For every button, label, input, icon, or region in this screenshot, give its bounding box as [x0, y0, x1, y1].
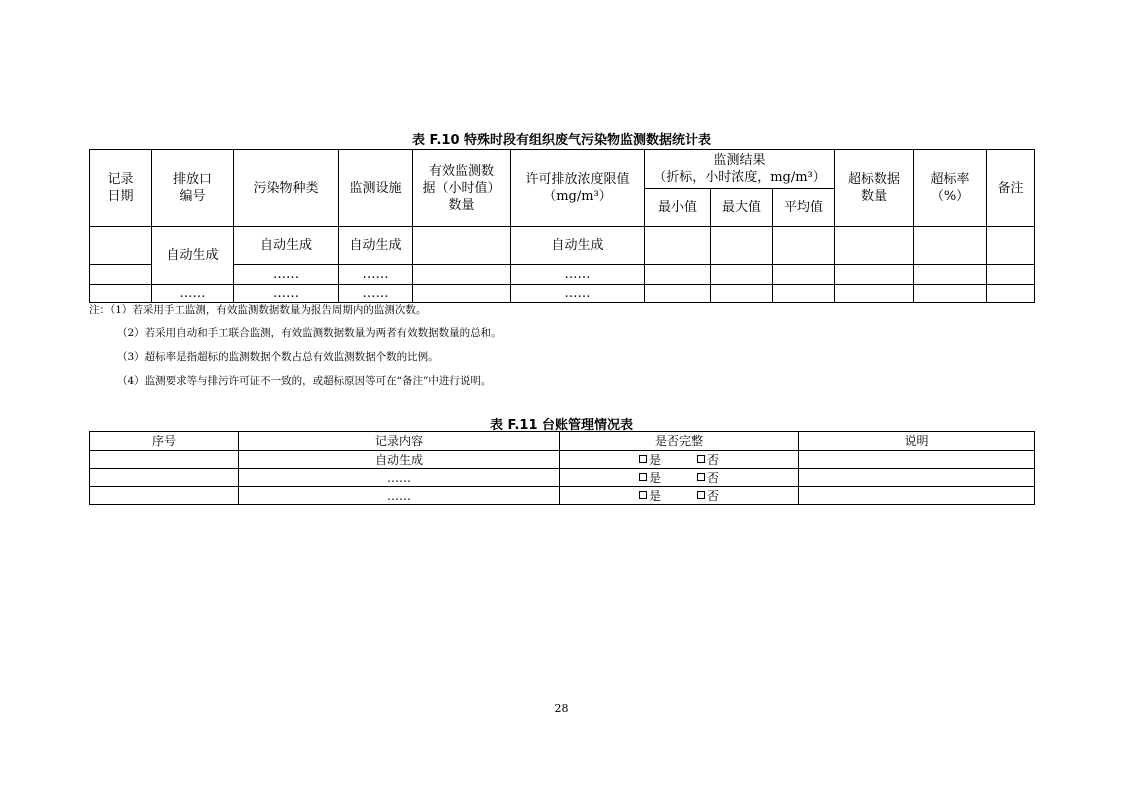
header-min: 最小值 [645, 189, 711, 227]
checkbox-yes[interactable]: 是 [639, 452, 661, 468]
table-cell [413, 285, 511, 303]
table-cell [90, 227, 152, 265]
table-cell: 自动生成 [234, 227, 339, 265]
table-cell: …… [152, 285, 234, 303]
note-4: （4）监测要求等与排污许可证不一致的，或超标原因等可在“备注”中进行说明。 [117, 375, 492, 387]
checkbox-icon [639, 455, 647, 463]
table-cell: 自动生成 [239, 451, 560, 469]
table-cell [90, 469, 239, 487]
header-desc: 说明 [799, 432, 1035, 451]
table-cell [773, 285, 835, 303]
header-valid-count: 有效监测数 据（小时值） 数量 [413, 150, 511, 227]
header-seq: 序号 [90, 432, 239, 451]
table-cell [645, 265, 711, 285]
table-cell [413, 265, 511, 285]
table-f10-title: 表 F.10 特殊时段有组织废气污染物监测数据统计表 [411, 133, 712, 148]
table-cell [645, 285, 711, 303]
checkbox-yes[interactable]: 是 [639, 470, 661, 486]
header-avg: 平均值 [773, 189, 835, 227]
table-row [90, 285, 1035, 303]
table-cell [711, 285, 773, 303]
table-cell [711, 265, 773, 285]
table-cell [799, 469, 1035, 487]
table-cell [560, 487, 799, 505]
table-row [90, 487, 1035, 505]
checkbox-icon [639, 473, 647, 481]
table-cell [987, 265, 1035, 285]
table-cell: …… [511, 265, 645, 285]
table-cell: …… [339, 285, 413, 303]
table-cell [835, 285, 914, 303]
table-cell [799, 451, 1035, 469]
table-row [90, 227, 1035, 265]
table-cell: …… [339, 265, 413, 285]
table-cell [645, 227, 711, 265]
note-3: （3）超标率是指超标的监测数据个数占总有效监测数据个数的比例。 [117, 351, 439, 363]
table-cell [90, 265, 152, 285]
table-f11-title: 表 F.11 台账管理情况表 [489, 418, 634, 433]
header-record-date: 记录 日期 [90, 150, 152, 227]
table-cell: 自动生成 [339, 227, 413, 265]
table-cell [835, 265, 914, 285]
table-cell: …… [234, 265, 339, 285]
checkbox-no[interactable]: 否 [697, 452, 719, 468]
table-cell [914, 265, 987, 285]
table-cell [773, 265, 835, 285]
table-row [90, 469, 1035, 487]
table-f10 [89, 149, 1035, 303]
header-max: 最大值 [711, 189, 773, 227]
table-row [90, 451, 1035, 469]
table-cell: …… [234, 285, 339, 303]
checkbox-icon [639, 491, 647, 499]
table-cell [90, 451, 239, 469]
table-f11 [89, 431, 1035, 505]
checkbox-icon [697, 455, 705, 463]
table-cell [799, 487, 1035, 505]
checkbox-icon [697, 473, 705, 481]
checkbox-no[interactable]: 否 [697, 488, 719, 504]
table-cell [773, 227, 835, 265]
header-content: 记录内容 [239, 432, 560, 451]
checkbox-no[interactable]: 否 [697, 470, 719, 486]
table-cell: 自动生成 [152, 227, 234, 285]
table-cell [413, 227, 511, 265]
header-limit: 许可排放浓度限值 （mg/m³） [511, 150, 645, 227]
header-remark: 备注 [987, 150, 1035, 227]
header-facility: 监测设施 [339, 150, 413, 227]
checkbox-yes[interactable]: 是 [639, 488, 661, 504]
header-complete: 是否完整 [560, 432, 799, 451]
table-cell: …… [511, 285, 645, 303]
table-cell [560, 469, 799, 487]
table-cell [914, 285, 987, 303]
page-number: 28 [554, 702, 569, 715]
table-cell: …… [239, 469, 560, 487]
header-result: 监测结果 （折标，小时浓度，mg/m³） [645, 150, 835, 189]
table-cell [711, 227, 773, 265]
table-cell: …… [239, 487, 560, 505]
checkbox-icon [697, 491, 705, 499]
table-cell [835, 227, 914, 265]
note-1: 注：（1）若采用手工监测，有效监测数据数量为报告周期内的监测次数。 [89, 304, 427, 316]
header-outlet-no: 排放口 编号 [152, 150, 234, 227]
header-exceed-rate: 超标率 （%） [914, 150, 987, 227]
table-cell [560, 451, 799, 469]
header-pollutant: 污染物种类 [234, 150, 339, 227]
note-2: （2）若采用自动和手工联合监测，有效监测数据数量为两者有效数据数量的总和。 [117, 327, 502, 339]
table-cell [987, 285, 1035, 303]
table-cell [90, 285, 152, 303]
table-cell [90, 487, 239, 505]
table-cell: 自动生成 [511, 227, 645, 265]
table-cell [987, 227, 1035, 265]
header-exceed-count: 超标数据 数量 [835, 150, 914, 227]
table-cell [914, 227, 987, 265]
